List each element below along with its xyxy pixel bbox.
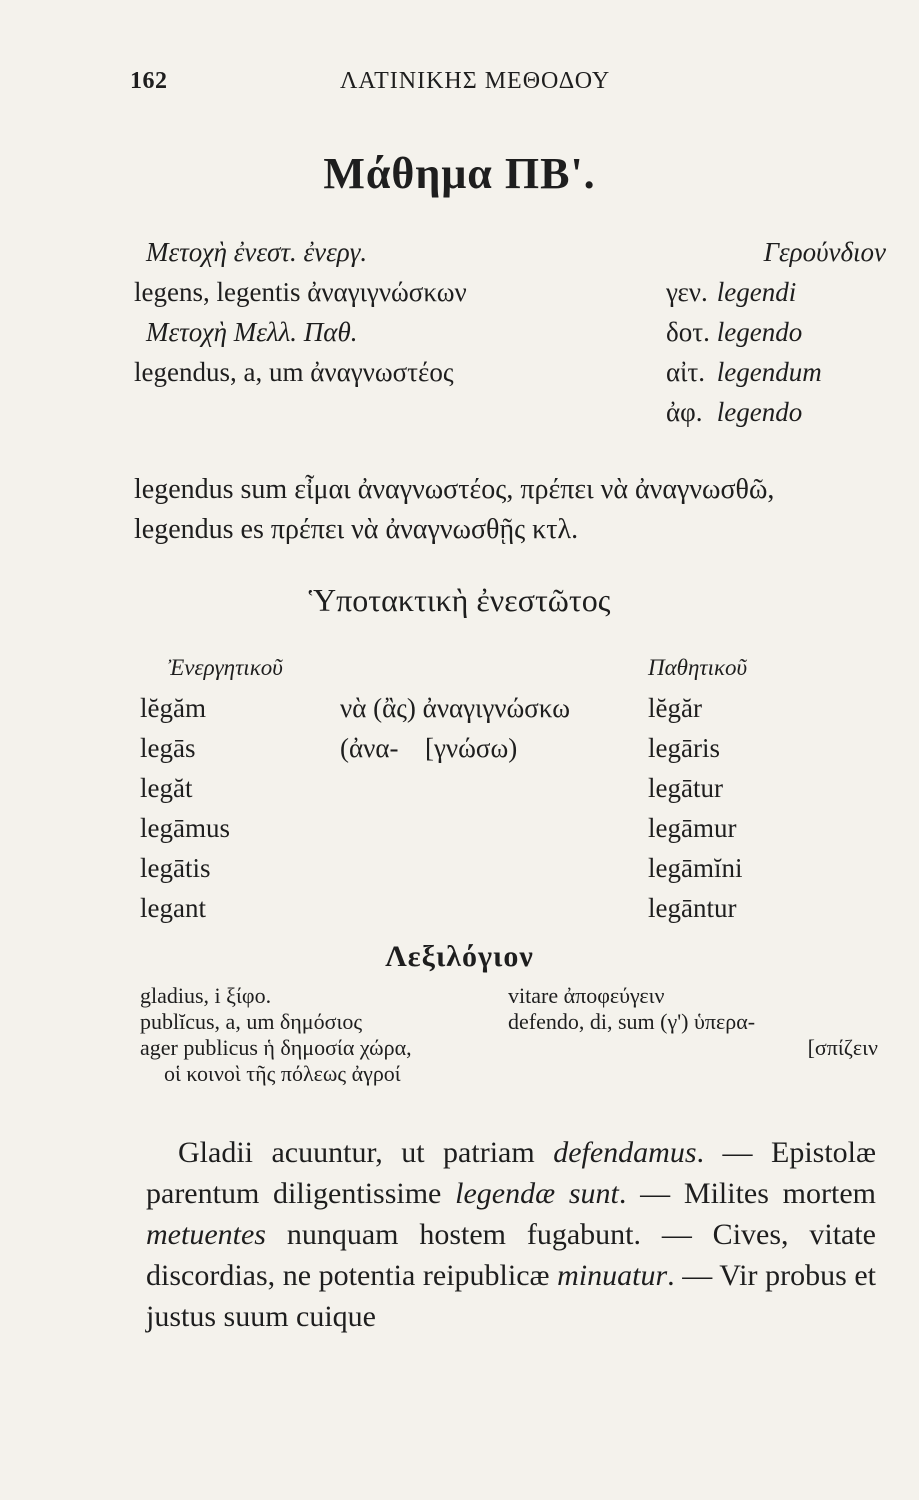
gerund-row	[666, 272, 822, 312]
vocabulary-title: Λεξιλόγιον	[385, 940, 534, 973]
exercise-segment-italic: minuatur	[557, 1259, 668, 1292]
gerund-form: legendo	[716, 317, 803, 347]
subjunctive-title: Ὑποτακτικὴ ἐνεστῶτος	[308, 582, 611, 618]
future-passive-participle-label: Μετοχὴ Μελλ. Παθ.	[146, 317, 358, 347]
active-gloss-continued: [γνώσω)	[425, 733, 518, 763]
exercise-segment: . — Epistolæ parentum diligentissime	[146, 1136, 877, 1210]
present-participle-forms: legens, legentis ἀναγιγνώσκων	[134, 277, 467, 307]
gerund-section	[666, 232, 886, 432]
vocabulary-entry: [σπίζειν	[807, 1035, 878, 1060]
passive-form: legāmur	[648, 813, 737, 843]
passive-form: lĕgăr	[648, 693, 702, 723]
passive-form: legātur	[648, 773, 723, 803]
exercise-segment: nunquam hostem fugabunt. — Cives, vitate discordias, ne potentia reipublicæ	[146, 1218, 876, 1292]
active-form: lĕgăm	[140, 693, 206, 723]
vocabulary-entry: οἱ κοινοὶ τῆς πόλεως ἀγροί	[164, 1061, 401, 1086]
exercise-segment-italic: metuentes	[146, 1218, 266, 1251]
gerund-row	[666, 312, 822, 352]
passive-form: legāris	[648, 733, 720, 763]
active-heading: Ἐνεργητικοῦ	[168, 655, 283, 680]
active-form: legāmus	[140, 813, 230, 843]
vocabulary-entry: gladius, i ξίφο.	[140, 983, 272, 1008]
passive-heading: Παθητικοῦ	[648, 655, 748, 680]
active-gloss: νὰ (ἂς) ἀναγιγνώσκω (ἀνα-	[340, 693, 570, 763]
gerund-form: legendo	[716, 397, 803, 427]
present-participle-label: Μετοχὴ ἐνεστ. ἐνεργ.	[146, 237, 368, 267]
example-lines	[134, 470, 894, 550]
passive-form: legāmĭni	[648, 853, 743, 883]
example-line: legendus sum εἶμαι ἀναγνωστέος, πρέπει νὰ ἀναγνωσθῶ,	[134, 474, 775, 505]
future-passive-participle-forms: legendus, a, um ἀναγνωστέος	[134, 357, 454, 387]
active-form: legātis	[140, 853, 211, 883]
active-form: legant	[140, 893, 206, 923]
vocabulary-entry: defendo, di, sum (γ') ὑπερα-	[508, 1009, 756, 1034]
gerund-form: legendi	[716, 277, 797, 307]
active-form: legăt	[140, 773, 193, 803]
participles-section	[134, 232, 604, 392]
subjunctive-active-column	[140, 648, 600, 928]
gerund-case: ἀφ.	[666, 397, 703, 427]
vocabulary-right-column	[508, 983, 888, 1061]
exercise-paragraph	[146, 1132, 876, 1337]
vocabulary-left-column	[140, 983, 510, 1087]
gerund-form: legendum	[716, 357, 822, 387]
lesson-title: Μάθημα ΠΒ'.	[323, 149, 596, 198]
subjunctive-passive-column	[648, 648, 888, 928]
gerund-row	[666, 392, 822, 432]
gerund-case: γεν.	[666, 277, 708, 307]
exercise-segment-italic: legendæ sunt	[455, 1177, 619, 1210]
example-line: legendus es πρέπει νὰ ἀναγνωσθῇς κτλ.	[134, 514, 579, 545]
vocabulary-entry: publĭcus, a, um δημόσιος	[140, 1009, 363, 1034]
exercise-text	[146, 1132, 876, 1337]
active-form: legās	[140, 733, 196, 763]
vocabulary-entry: vitare ἀποφεύγειν	[508, 983, 665, 1008]
page-number: 162	[130, 68, 168, 94]
exercise-segment: Gladii acuuntur, ut patriam	[178, 1136, 554, 1169]
gerund-row	[666, 352, 822, 392]
gerund-case: αἰτ.	[666, 357, 706, 387]
exercise-segment: . — Milites mortem	[618, 1177, 876, 1210]
exercise-segment: . — Vir probus et justus suum cuique	[146, 1259, 876, 1333]
gerund-case: δοτ.	[666, 317, 710, 347]
vocabulary-entry: ager publicus ἡ δημοσία χώρα,	[140, 1035, 412, 1060]
passive-form: legāntur	[648, 893, 737, 923]
exercise-segment-italic: defendamus	[553, 1136, 697, 1169]
running-title: ΛΑΤΙΝΙΚΗΣ ΜΕΘΟΔΟΥ	[340, 68, 611, 94]
gerund-title: Γερούνδιον	[763, 237, 886, 267]
